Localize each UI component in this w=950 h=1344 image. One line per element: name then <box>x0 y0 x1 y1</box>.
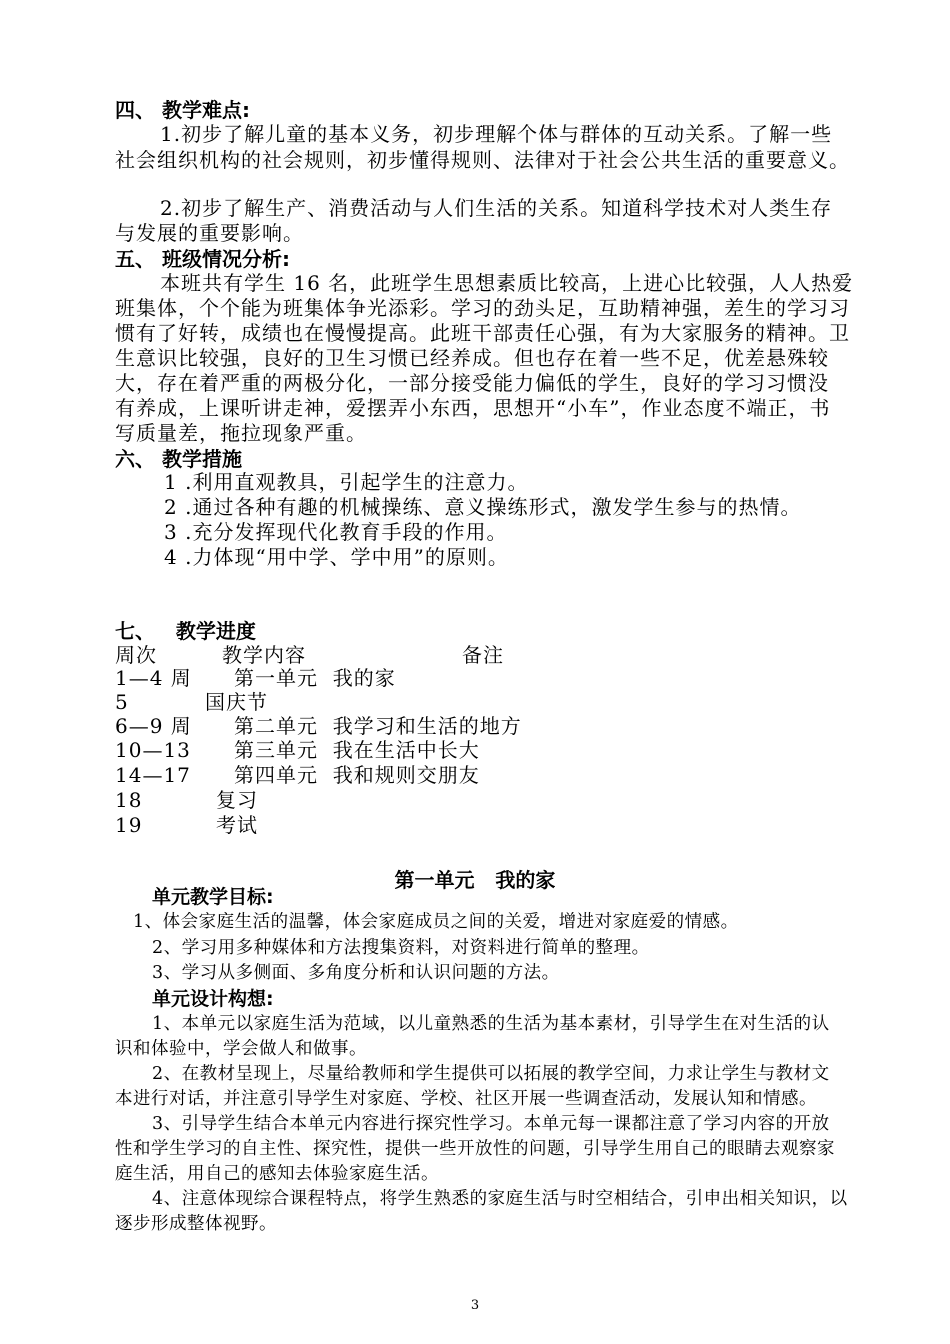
schedule-content: 考试 <box>216 813 258 837</box>
schedule-week: 5 <box>115 690 129 714</box>
schedule-content: 复习 <box>216 788 258 812</box>
page-number: 3 <box>470 1298 480 1313</box>
schedule-content: 第三单元 我在生活中长大 <box>234 738 480 762</box>
section4-para2-line2: 与发展的重要影响。 <box>115 221 304 245</box>
unit-design-line: 本进行对话，并注意引导学生对家庭、学校、社区开展一些调查活动，发展认知和情感。 <box>115 1089 817 1109</box>
schedule-header-note: 备注 <box>462 643 504 667</box>
measure-item: 2 .通过各种有趣的机械操练、意义操练形式，激发学生参与的热情。 <box>164 495 802 519</box>
section5-line: 有养成，上课听讲走神，爱摆弄小东西，思想开“小车”，作业态度不端正，书 <box>115 396 831 420</box>
measure-item: 3 .充分发挥现代化教育手段的作用。 <box>164 520 508 544</box>
measure-item: 1 .利用直观教具，引起学生的注意力。 <box>164 470 529 494</box>
measure-item: 4 .力体现“用中学、学中用”的原则。 <box>164 545 509 569</box>
unit-title: 第一单元 我的家 <box>394 868 556 892</box>
schedule-week: 19 <box>115 813 143 837</box>
schedule-header-week: 周次 <box>115 643 157 667</box>
unit-design-line: 庭生活，用自己的感知去体验家庭生活。 <box>115 1164 439 1184</box>
schedule-header-content: 教学内容 <box>222 643 306 667</box>
section5-line: 惯有了好转，成绩也在慢慢提高。此班干部责任心强，有为大家服务的精神。卫 <box>115 321 850 345</box>
section5-line: 写质量差，拖拉现象严重。 <box>115 421 367 445</box>
unit-design-line: 逐步形成整体视野。 <box>115 1214 277 1234</box>
section4-para2-line1: 2.初步了解生产、消费活动与人们生活的关系。知道科学技术对人类生存 <box>160 196 833 220</box>
section5-line: 本班共有学生 16 名，此班学生思想素质比较高，上进心比较强，人人热爱 <box>160 271 854 295</box>
unit-design-line: 2、在教材呈现上，尽量给教师和学生提供可以拓展的教学空间，力求让学生与教材文 <box>152 1064 830 1084</box>
section5-line: 生意识比较强，良好的卫生习惯已经养成。但也存在着一些不足，优差悬殊较 <box>115 346 829 370</box>
section6-heading: 六、 教学措施 <box>115 447 242 471</box>
schedule-week: 1—4 周 <box>115 666 192 690</box>
schedule-content: 国庆节 <box>205 690 268 714</box>
section5-line: 班集体，个个能为班集体争光添彩。学习的劲头足，互助精神强，差生的学习习 <box>115 296 850 320</box>
schedule-week: 18 <box>115 788 143 812</box>
section5-line: 大，存在着严重的两极分化，一部分接受能力偏低的学生，良好的学习习惯没 <box>115 371 829 395</box>
section7-heading: 七、 教学进度 <box>115 619 256 643</box>
unit-goal-heading: 单元教学目标: <box>152 886 274 908</box>
unit-goal-item: 1、体会家庭生活的温馨，体会家庭成员之间的关爱，增进对家庭爱的情感。 <box>133 912 739 932</box>
unit-design-line: 4、注意体现综合课程特点，将学生熟悉的家庭生活与时空相结合，引申出相关知识，以 <box>152 1189 848 1209</box>
unit-goal-item: 3、学习从多侧面、多角度分析和认识问题的方法。 <box>152 963 560 983</box>
schedule-week: 14—17 <box>115 763 191 787</box>
schedule-content: 第四单元 我和规则交朋友 <box>234 763 480 787</box>
schedule-content: 第二单元 我学习和生活的地方 <box>234 714 522 738</box>
schedule-week: 10—13 <box>115 738 191 762</box>
unit-design-line: 3、引导学生结合本单元内容进行探究性学习。本单元每一课都注意了学习内容的开放 <box>152 1114 830 1134</box>
section4-heading: 四、 教学难点: <box>115 98 250 122</box>
unit-design-line: 1、本单元以家庭生活为范域，以儿童熟悉的生活为基本素材，引导学生在对生活的认 <box>152 1014 830 1034</box>
unit-design-heading: 单元设计构想: <box>152 988 274 1010</box>
section4-para1-line2: 社会组织机构的社会规则，初步懂得规则、法律对于社会公共生活的重要意义。 <box>115 148 850 172</box>
schedule-content: 第一单元 我的家 <box>234 666 396 690</box>
section5-heading: 五、 班级情况分析: <box>115 247 290 271</box>
schedule-week: 6—9 周 <box>115 714 192 738</box>
unit-design-line: 性和学生学习的自主性、探究性，提供一些开放性的问题，引导学生用自己的眼睛去观察家 <box>115 1139 835 1159</box>
unit-design-line: 识和体验中，学会做人和做事。 <box>115 1039 367 1059</box>
section4-para1-line1: 1.初步了解儿童的基本义务，初步理解个体与群体的互动关系。了解一些 <box>160 122 833 146</box>
unit-goal-item: 2、学习用多种媒体和方法搜集资料，对资料进行简单的整理。 <box>152 938 650 958</box>
